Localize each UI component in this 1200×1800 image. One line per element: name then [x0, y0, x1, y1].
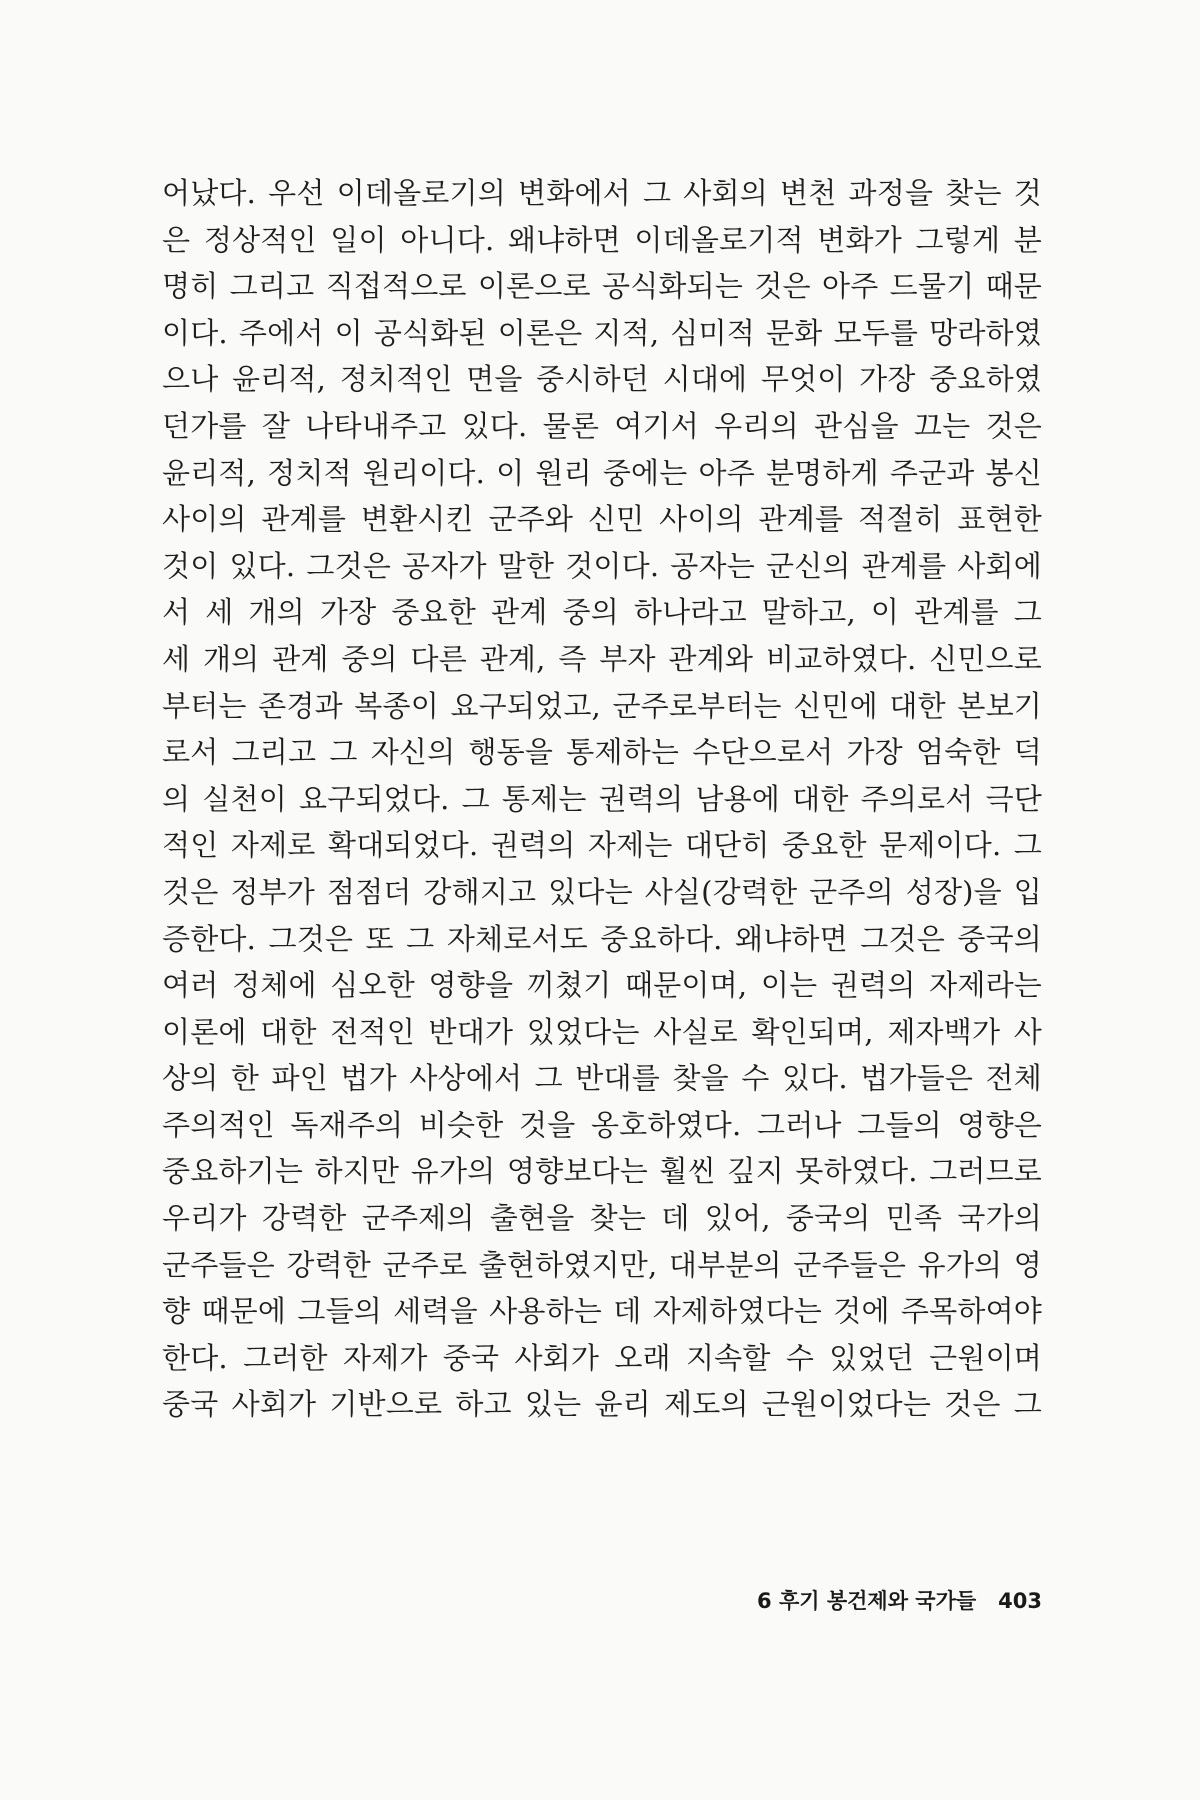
body-text [162, 170, 1042, 1428]
text-line: 윤리적, 정치적 원리이다. 이 원리 중에는 아주 분명하게 주군과 봉신 [162, 455, 1042, 490]
text-line: 우리가 강력한 군주제의 출현을 찾는 데 있어, 중국의 민족 국가의 [162, 1201, 1042, 1236]
text-line: 의 실천이 요구되었다. 그 통제는 권력의 남용에 대한 주의로서 극단 [162, 781, 1042, 816]
text-line: 이론에 대한 전적인 반대가 있었다는 사실로 확인되며, 제자백가 사 [162, 1014, 1042, 1049]
page-number: 403 [998, 1589, 1042, 1613]
text-line: 적인 자제로 확대되었다. 권력의 자제는 대단히 중요한 문제이다. 그 [162, 828, 1042, 863]
text-line: 이다. 주에서 이 공식화된 이론은 지적, 심미적 문화 모두를 망라하였 [162, 315, 1042, 350]
text-line: 부터는 존경과 복종이 요구되었고, 군주로부터는 신민에 대한 본보기 [162, 688, 1042, 723]
text-line: 군주들은 강력한 군주로 출현하였지만, 대부분의 군주들은 유가의 영 [162, 1247, 1042, 1282]
text-line: 로서 그리고 그 자신의 행동을 통제하는 수단으로서 가장 엄숙한 덕 [162, 735, 1042, 770]
text-line: 여러 정체에 심오한 영향을 끼쳤기 때문이며, 이는 권력의 자제라는 [162, 968, 1042, 1003]
text-line: 것이 있다. 그것은 공자가 말한 것이다. 공자는 군신의 관계를 사회에 [162, 548, 1042, 583]
text-line: 어났다. 우선 이데올로기의 변화에서 그 사회의 변천 과정을 찾는 것 [162, 176, 1042, 210]
text-line: 서 세 개의 가장 중요한 관계 중의 하나라고 말하고, 이 관계를 그 [162, 595, 1042, 630]
text-line: 중요하기는 하지만 유가의 영향보다는 훨씬 깊지 못하였다. 그러므로 [162, 1154, 1042, 1189]
text-line: 중국 사회가 기반으로 하고 있는 윤리 제도의 근원이었다는 것은 그 [162, 1387, 1042, 1422]
text-line: 으나 윤리적, 정치적인 면을 중시하던 시대에 무엇이 가장 중요하였 [162, 362, 1042, 397]
text-line: 것은 정부가 점점더 강해지고 있다는 사실(강력한 군주의 성장)을 입 [162, 874, 1042, 909]
text-line: 향 때문에 그들의 세력을 사용하는 데 자제하였다는 것에 주목하여야 [162, 1294, 1042, 1329]
text-line: 상의 한 파인 법가 사상에서 그 반대를 찾을 수 있다. 법가들은 전체 [162, 1061, 1042, 1096]
text-line: 한다. 그러한 자제가 중국 사회가 오래 지속할 수 있었던 근원이며 [162, 1340, 1042, 1375]
running-footer [757, 1585, 1042, 1615]
text-line: 세 개의 관계 중의 다른 관계, 즉 부자 관계와 비교하였다. 신민으로 [162, 641, 1042, 676]
chapter-title: 6 후기 봉건제와 국가들 [757, 1589, 977, 1613]
text-line: 은 정상적인 일이 아니다. 왜냐하면 이데올로기적 변화가 그렇게 분 [162, 222, 1042, 257]
text-line: 증한다. 그것은 또 그 자체로서도 중요하다. 왜냐하면 그것은 중국의 [162, 921, 1042, 956]
text-line: 던가를 잘 나타내주고 있다. 물론 여기서 우리의 관심을 끄는 것은 [162, 408, 1042, 443]
text-line: 주의적인 독재주의 비슷한 것을 옹호하였다. 그러나 그들의 영향은 [162, 1107, 1042, 1142]
text-line: 명히 그리고 직접적으로 이론으로 공식화되는 것은 아주 드물기 때문 [162, 269, 1042, 304]
text-line: 사이의 관계를 변환시킨 군주와 신민 사이의 관계를 적절히 표현한 [162, 502, 1042, 537]
